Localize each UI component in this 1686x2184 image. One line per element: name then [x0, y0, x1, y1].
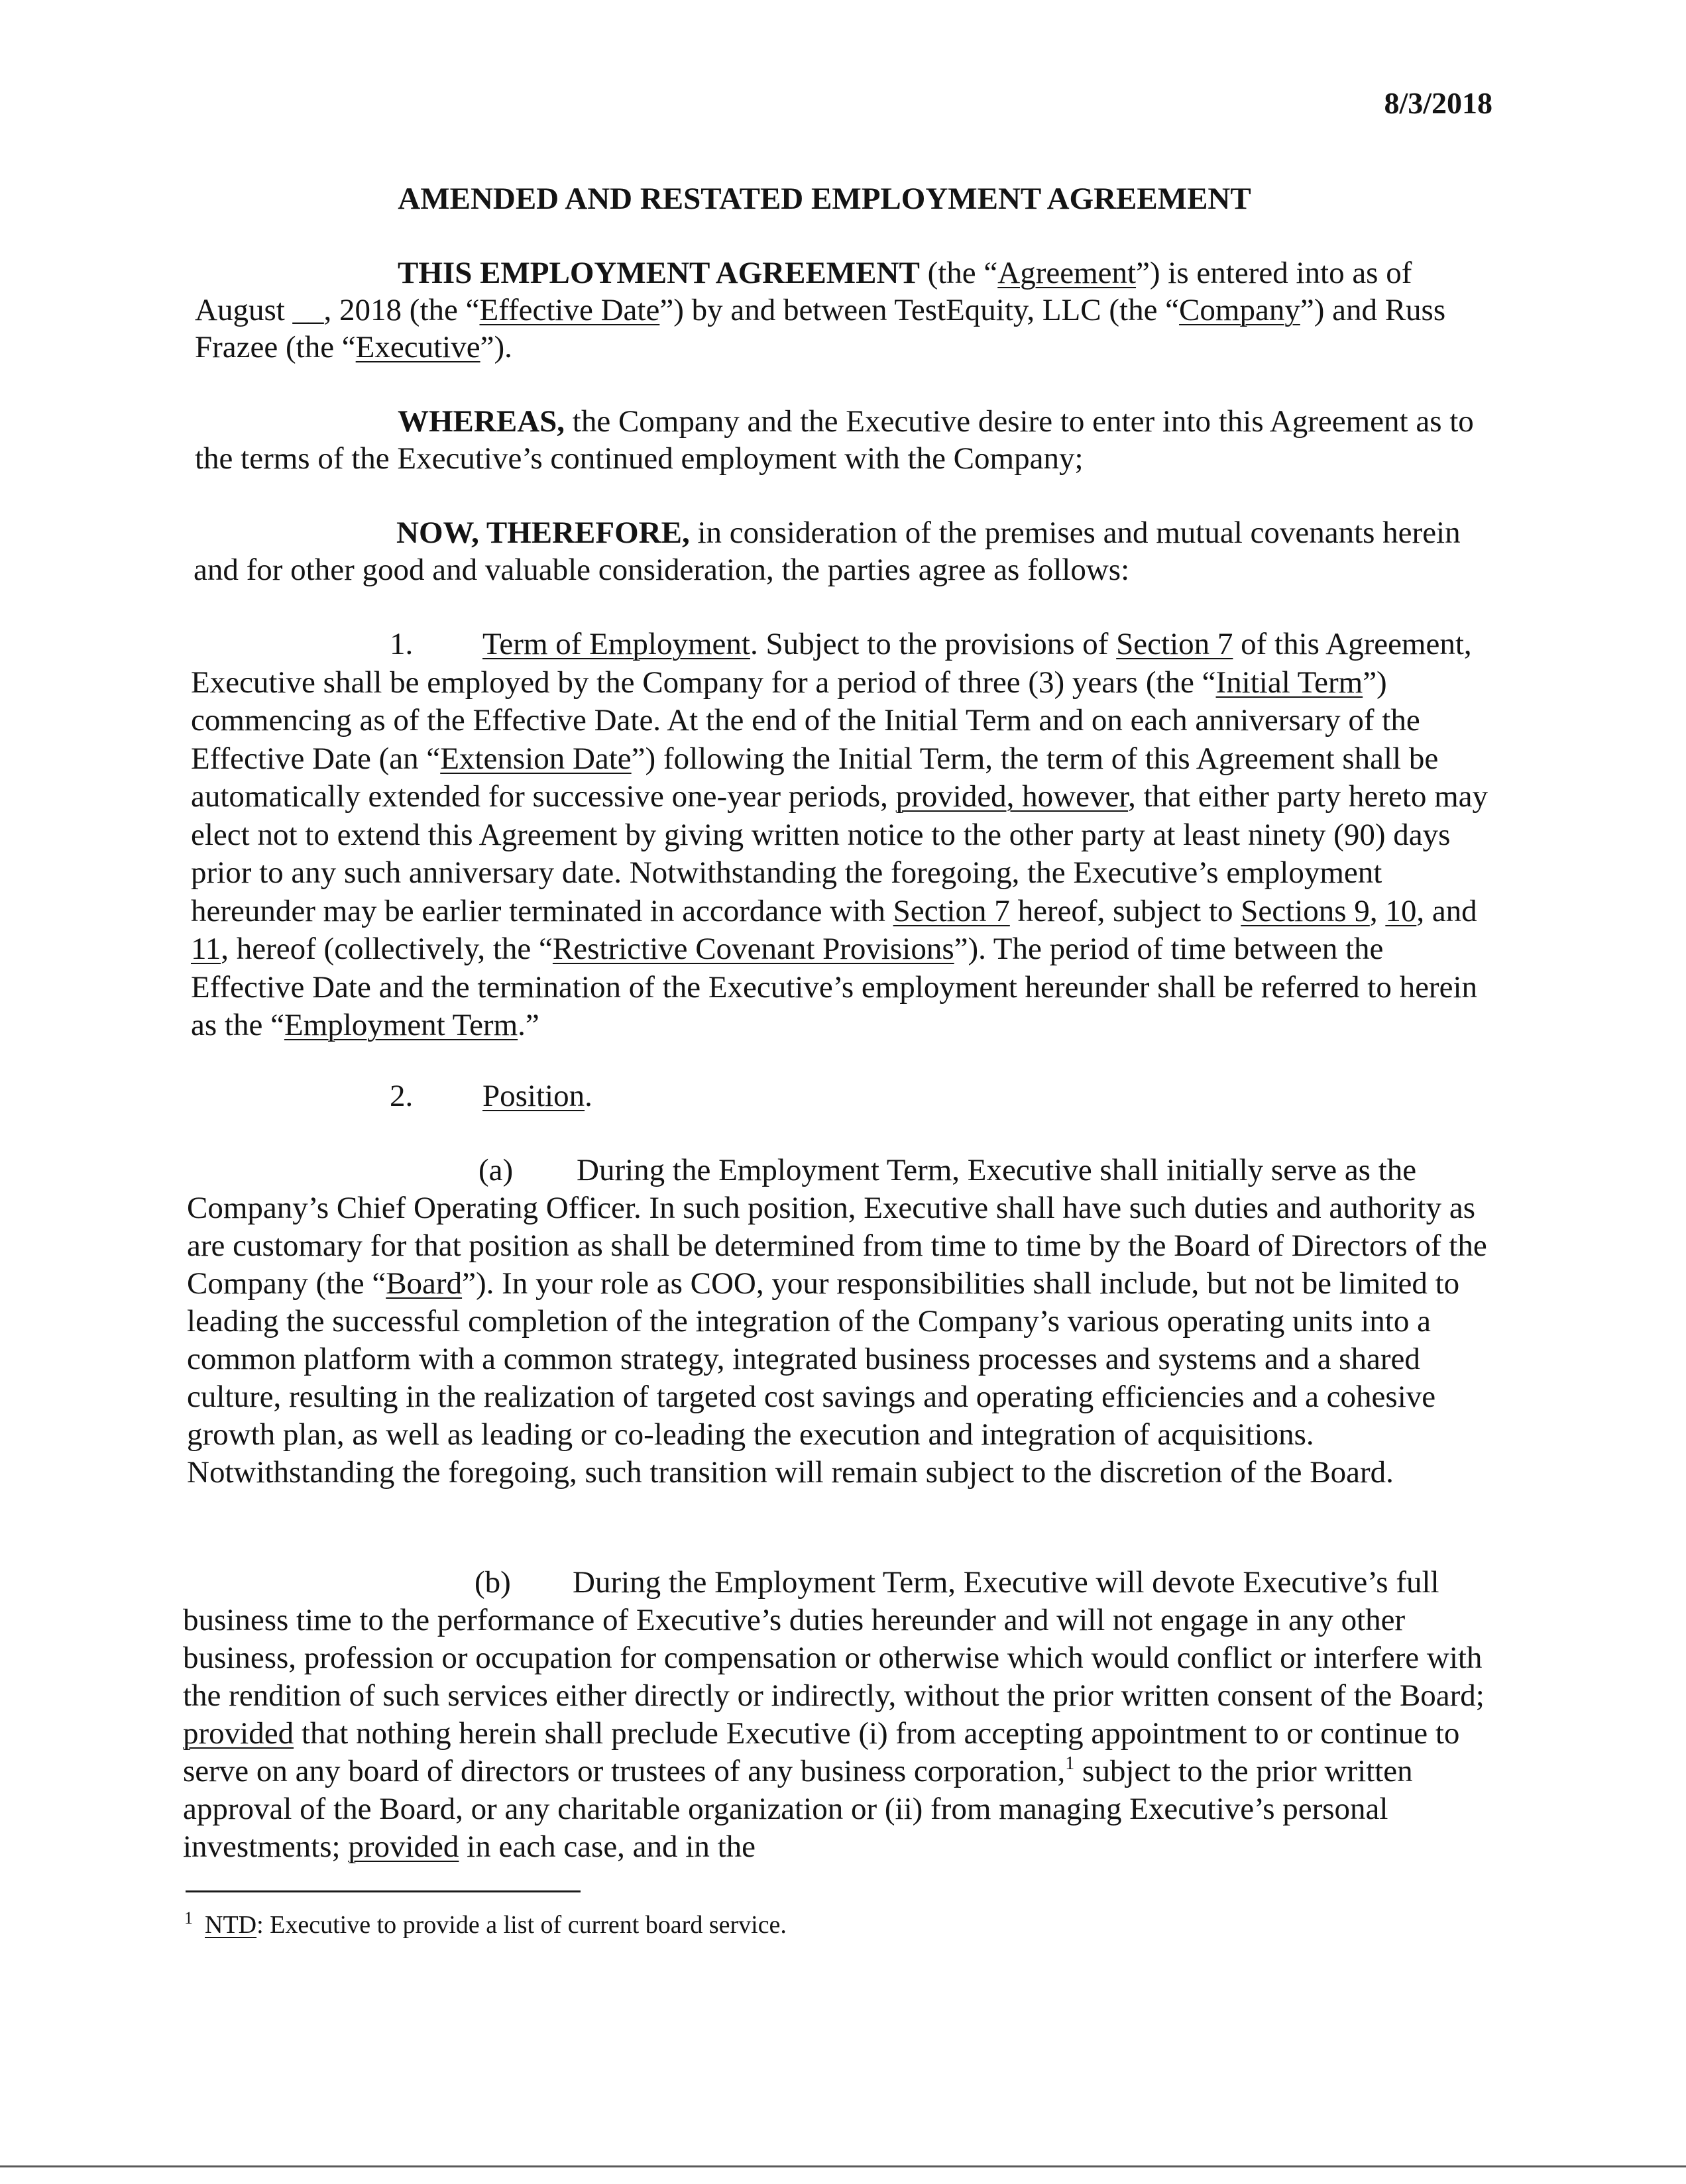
- section-2-position: 2. Position.: [390, 1079, 592, 1113]
- defined-term-executive: Executive: [355, 330, 480, 364]
- whereas-lead: WHEREAS,: [398, 404, 565, 439]
- defined-term-extension-date: Extension Date: [440, 741, 632, 776]
- section-2b-paragraph: (b) During the Employment Term, Executive will devote Executive’s full business time to the performance of Executive’s duties hereunder and will not engage in any other business, profession or occupation for compensation or otherwise which would conflict or interfere with the rendition of such services either directly or indirectly, without the prior written consent of the Board; provided that nothing herein shall preclude Executive (i) from accepting appointment to or continue to serve on any board of directors or trustees of any business corporation,$^1$ subject to the prior written approval of the Board, or any charitable organization or (ii) from managing Executive’s personal investments; provided in each case, and in the: [183, 1565, 1485, 1864]
- scan-bottom-edge: [0, 2165, 1686, 2167]
- document-date: 8/3/2018: [1384, 86, 1492, 120]
- section-2-heading: Position: [482, 1079, 585, 1113]
- section-1-number: 1.: [390, 627, 414, 661]
- defined-term-initial-term: Initial Term: [1215, 665, 1363, 700]
- defined-term-restrictive-covenant-provisions: Restrictive Covenant Provisions: [552, 932, 954, 966]
- whereas-paragraph: WHEREAS, the Company and the Executive desire to enter into this Agreement as to the terms of the Executive’s continued employment with the Company;: [195, 404, 1474, 476]
- now-therefore-paragraph: NOW, THEREFORE, in consideration of the premises and mutual covenants herein and for other good and valuable consideration, the parties agree as follows:: [194, 516, 1461, 587]
- intro-lead: THIS EMPLOYMENT AGREEMENT: [398, 256, 920, 290]
- section-2a-label: (a): [478, 1153, 514, 1187]
- section-2a-paragraph: (a) During the Employment Term, Executive shall initially serve as the Company’s Chief Operating Officer. In such position, Executive shall have such duties and authority as are customary for that position as shall be determined from time to time by the Board of Directors of the Company (the “Board”). In your role as COO, your responsibilities shall include, but not be limited to leading the successful completion of the integration of the Company’s various operating units into a common platform with a common strategy, integrated business processes and systems and a shared culture, resulting in the realization of targeted cost savings and operating efficiencies and a cohesive growth plan, as well as leading or co-leading the execution and integration of acquisitions. Notwithstanding the foregoing, such transition will remain subject to the discretion of the Board.: [187, 1153, 1487, 1490]
- footnote-label: NTD: [205, 1911, 257, 1939]
- defined-term-board: Board: [386, 1266, 463, 1301]
- document-title: AMENDED AND RESTATED EMPLOYMENT AGREEMENT: [398, 182, 1251, 216]
- section-2b-label: (b): [475, 1565, 511, 1600]
- section-2-number: 2.: [390, 1079, 414, 1113]
- footnote-text: : Executive to provide a list of current board service.: [256, 1911, 787, 1939]
- defined-term-agreement: Agreement: [997, 256, 1137, 290]
- footnote-marker: 1: [184, 1908, 193, 1928]
- section-1-heading: Term of Employment: [482, 627, 750, 661]
- defined-term-employment-term: Employment Term: [284, 1008, 518, 1042]
- footnote: [184, 1910, 787, 1940]
- now-therefore-lead: NOW, THEREFORE,: [396, 516, 690, 550]
- intro-paragraph: THIS EMPLOYMENT AGREEMENT (the “Agreement”) is entered into as of August __, 2018 (the “Effective Date”) by and between TestEquity, LLC (the “Company”) and Russ Frazee (the “Executive”).: [195, 256, 1446, 364]
- defined-term-company: Company: [1179, 293, 1300, 327]
- section-1-term-of-employment: 1. Term of Employment. Subject to the provisions of Section 7 of this Agreement, Executive shall be employed by the Company for a period of three (3) years (the “Initial Term”) commencing as of the Effective Date. At the end of the Initial Term and on each anniversary of the Effective Date (an “Extension Date”) following the Initial Term, the term of this Agreement shall be automatically extended for successive one-year periods, provided, however, that either party hereto may elect not to extend this Agreement by giving written notice to the other party at least ninety (90) days prior to any such anniversary date. Notwithstanding the foregoing, the Executive’s employment hereunder may be earlier terminated in accordance with Section 7 hereof, subject to Sections 9, 10, and 11, hereof (collectively, the “Restrictive Covenant Provisions”). The period of time between the Effective Date and the termination of the Executive’s employment hereunder shall be referred to herein as the “Employment Term.”: [191, 627, 1489, 1042]
- footnote-reference: 1: [1065, 1753, 1075, 1774]
- defined-term-effective-date: Effective Date: [479, 293, 660, 327]
- footnote-separator: [186, 1890, 581, 1892]
